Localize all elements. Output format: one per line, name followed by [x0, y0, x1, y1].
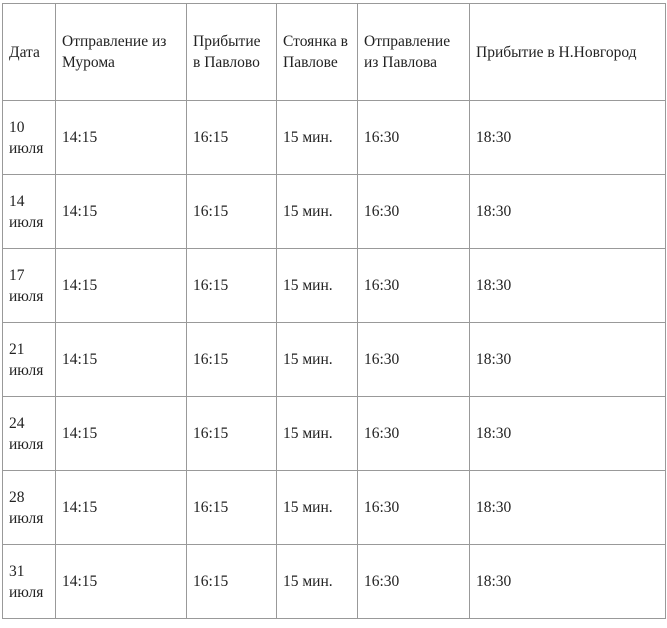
departure-murom-cell: 14:15	[56, 397, 187, 471]
departure-pavlov-cell: 16:30	[358, 471, 470, 545]
arrival-nnovgorod-cell: 18:30	[470, 323, 666, 397]
stop-duration-cell: 15 мин.	[277, 101, 358, 175]
date-cell: 14 июля	[3, 175, 56, 249]
date-cell: 24 июля	[3, 397, 56, 471]
arrival-pavlovo-cell: 16:15	[187, 471, 277, 545]
header-arrival-pavlovo: Прибытие в Павлово	[187, 4, 277, 101]
arrival-pavlovo-cell: 16:15	[187, 323, 277, 397]
departure-pavlov-cell: 16:30	[358, 397, 470, 471]
stop-duration-cell: 15 мин.	[277, 397, 358, 471]
arrival-pavlovo-cell: 16:15	[187, 101, 277, 175]
date-cell: 28 июля	[3, 471, 56, 545]
arrival-nnovgorod-cell: 18:30	[470, 101, 666, 175]
table-row	[3, 175, 666, 249]
departure-murom-cell: 14:15	[56, 545, 187, 619]
departure-murom-cell: 14:15	[56, 249, 187, 323]
departure-murom-cell: 14:15	[56, 101, 187, 175]
arrival-nnovgorod-cell: 18:30	[470, 249, 666, 323]
arrival-pavlovo-cell: 16:15	[187, 397, 277, 471]
header-arrival-nnovgorod: Прибытие в Н.Новгород	[470, 4, 666, 101]
arrival-nnovgorod-cell: 18:30	[470, 397, 666, 471]
stop-duration-cell: 15 мин.	[277, 471, 358, 545]
date-cell: 10 июля	[3, 101, 56, 175]
header-date: Дата	[3, 4, 56, 101]
table-row	[3, 249, 666, 323]
date-cell: 21 июля	[3, 323, 56, 397]
table-row	[3, 101, 666, 175]
table-row	[3, 397, 666, 471]
header-stop-pavlovo: Стоянка в Павлове	[277, 4, 358, 101]
departure-pavlov-cell: 16:30	[358, 249, 470, 323]
header-row	[3, 4, 666, 101]
departure-pavlov-cell: 16:30	[358, 175, 470, 249]
departure-pavlov-cell: 16:30	[358, 101, 470, 175]
stop-duration-cell: 15 мин.	[277, 323, 358, 397]
date-cell: 31 июля	[3, 545, 56, 619]
arrival-pavlovo-cell: 16:15	[187, 249, 277, 323]
header-departure-murom: Отправление из Мурома	[56, 4, 187, 101]
arrival-nnovgorod-cell: 18:30	[470, 545, 666, 619]
stop-duration-cell: 15 мин.	[277, 175, 358, 249]
arrival-pavlovo-cell: 16:15	[187, 545, 277, 619]
header-departure-pavlov: Отправление из Павлова	[358, 4, 470, 101]
table-row	[3, 545, 666, 619]
table-row	[3, 323, 666, 397]
arrival-nnovgorod-cell: 18:30	[470, 175, 666, 249]
stop-duration-cell: 15 мин.	[277, 249, 358, 323]
departure-murom-cell: 14:15	[56, 175, 187, 249]
departure-murom-cell: 14:15	[56, 471, 187, 545]
arrival-pavlovo-cell: 16:15	[187, 175, 277, 249]
stop-duration-cell: 15 мин.	[277, 545, 358, 619]
table-row	[3, 471, 666, 545]
date-cell: 17 июля	[3, 249, 56, 323]
arrival-nnovgorod-cell: 18:30	[470, 471, 666, 545]
schedule-table	[2, 3, 666, 619]
departure-pavlov-cell: 16:30	[358, 323, 470, 397]
departure-murom-cell: 14:15	[56, 323, 187, 397]
departure-pavlov-cell: 16:30	[358, 545, 470, 619]
